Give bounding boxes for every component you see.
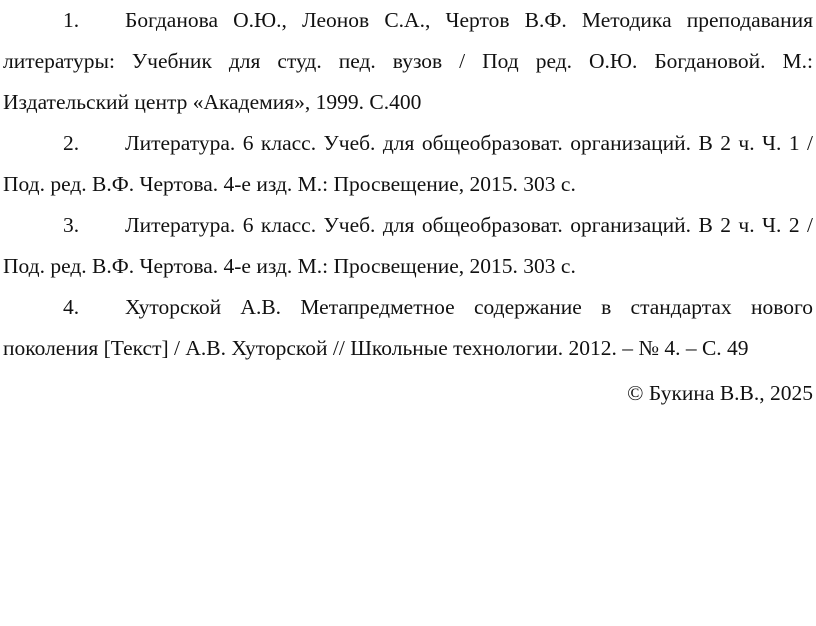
reference-text: Литература. 6 класс. Учеб. для общеобразоват. организаций. В 2 ч. Ч. 2 / Под. ред. В.Ф. Чертова. 4-е изд. М.: Просвещение, 2015. 303 с. <box>3 213 813 278</box>
reference-number: 4. <box>63 295 80 319</box>
document-page <box>3 0 813 414</box>
reference-number: 2. <box>63 131 80 155</box>
reference-item-3 <box>3 205 813 287</box>
reference-item-2 <box>3 123 813 205</box>
reference-item-4 <box>3 287 813 369</box>
reference-number: 3. <box>63 213 80 237</box>
reference-text: Литература. 6 класс. Учеб. для общеобразоват. организаций. В 2 ч. Ч. 1 / Под. ред. В.Ф. Чертова. 4-е изд. М.: Просвещение, 2015. 303 с. <box>3 131 813 196</box>
reference-number: 1. <box>63 8 80 32</box>
copyright-line: © Букина В.В., 2025 <box>627 381 813 405</box>
reference-text: Богданова О.Ю., Леонов С.А., Чертов В.Ф. Методика преподавания литературы: Учебник для студ. пед. вузов / Под ред. О.Ю. Богдановой. М.: Издательский центр «Академия», 1999. С.400 <box>3 8 813 114</box>
reference-item-1 <box>3 0 813 123</box>
reference-text: Хуторской А.В. Метапредметное содержание в стандартах нового поколения [Текст] / А.В. Хуторской // Школьные технологии. 2012. – № 4. – С. 49 <box>3 295 813 360</box>
